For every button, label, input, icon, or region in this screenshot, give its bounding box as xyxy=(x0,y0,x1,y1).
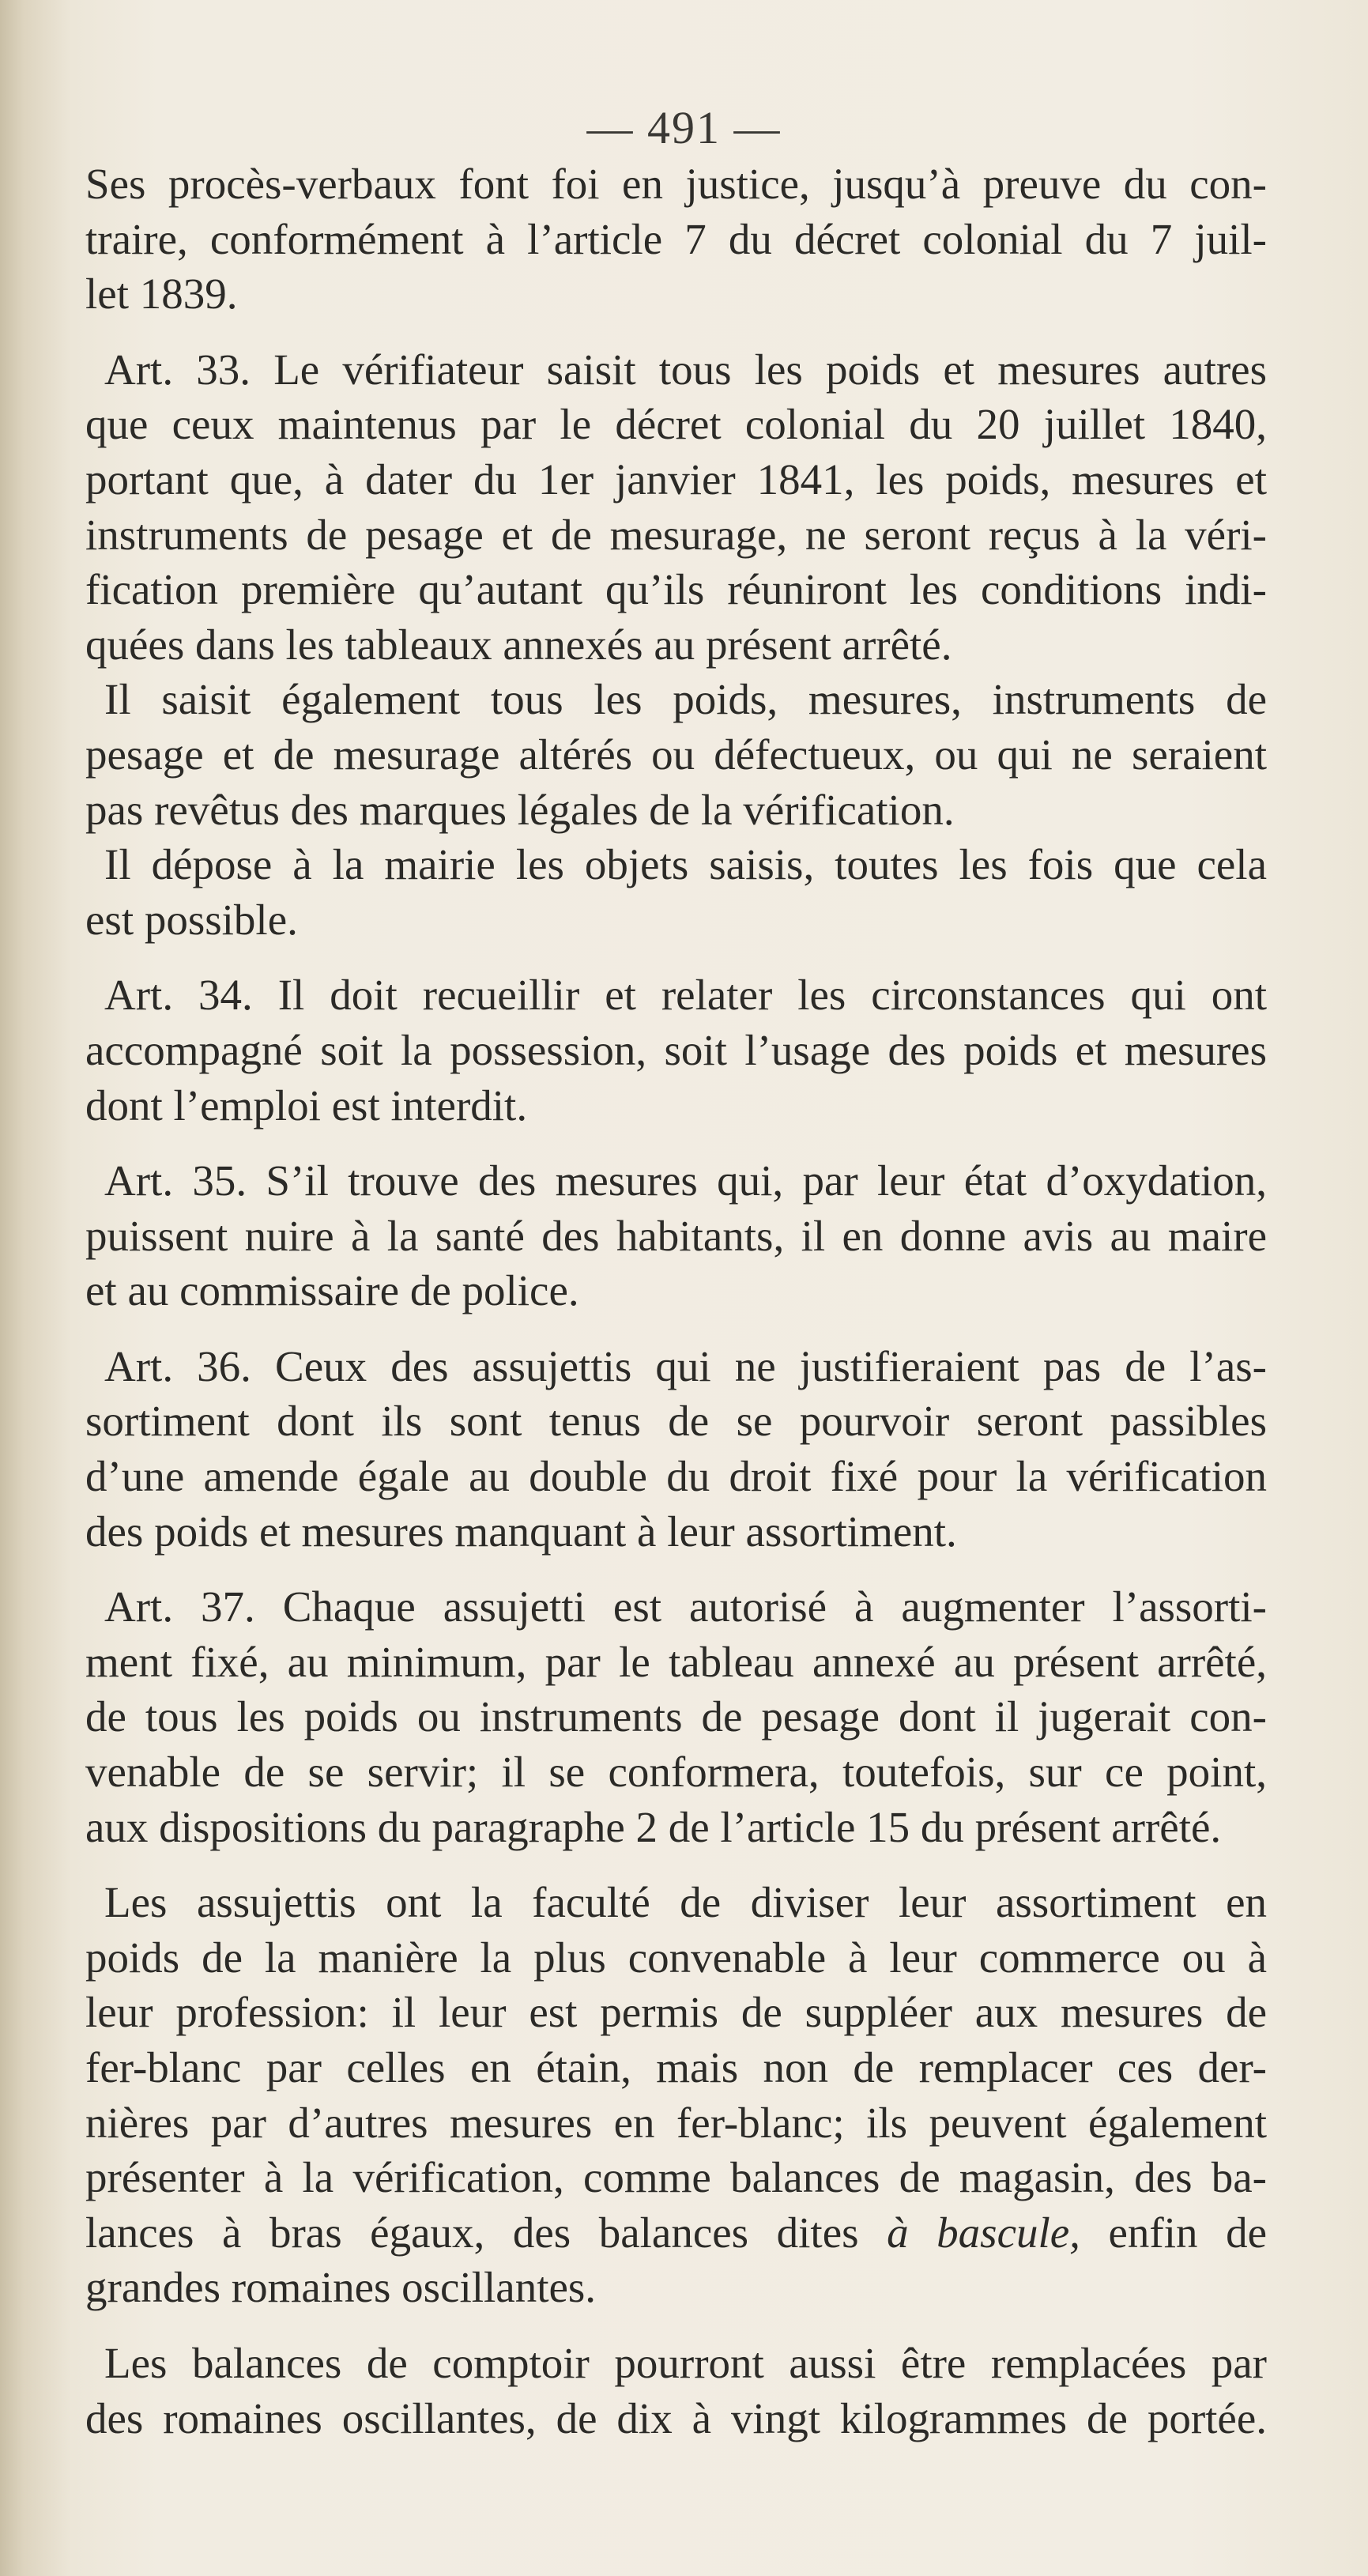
text-line: Ses procès-verbaux font foi en justice, jusqu’à preuve du con- xyxy=(85,160,1267,208)
text-line: Art. 36. Ceux des assujettis qui ne justifieraient pas de l’as- xyxy=(104,1341,1267,1390)
text-line: puissent nuire à la santé des habitants, il en donne avis au maire xyxy=(85,1211,1267,1260)
text-line: des romaines oscillantes, de dix à vingt kilogrammes de portée. xyxy=(85,2393,1267,2442)
text-line: Art. 37. Chaque assujetti est autorisé à augmenter l’assorti- xyxy=(104,1582,1267,1631)
paragraph-art-33-b xyxy=(85,672,1267,837)
body-text xyxy=(85,157,1267,2446)
text-line: nières par d’autres mesures en fer-blanc; ils peuvent également xyxy=(85,2098,1267,2147)
text-line: grandes romaines oscillantes. xyxy=(85,2263,597,2312)
text-line: quées dans les tableaux annexés au présent arrêté. xyxy=(85,620,952,669)
paragraph-art-37-b xyxy=(85,1875,1267,2315)
paragraph-art-37-c xyxy=(85,2336,1267,2446)
text-line: Les balances de comptoir pourront aussi être remplacées par xyxy=(104,2338,1267,2387)
italic-term: à bascule, xyxy=(887,2208,1080,2257)
text-line: des poids et mesures manquant à leur assortiment. xyxy=(85,1507,957,1556)
text-line: d’une amende égale au double du droit fixé pour la vérification xyxy=(85,1452,1267,1501)
text-line: let 1839. xyxy=(85,270,238,319)
text-line: est possible. xyxy=(85,895,298,944)
text-line: Art. 33. Le vérifiateur saisit tous les poids et mesures autres xyxy=(104,345,1267,394)
text-line: poids de la manière la plus convenable à leur commerce ou à xyxy=(85,1933,1267,1982)
text-line: instruments de pesage et de mesurage, ne seront reçus à la véri- xyxy=(85,510,1267,559)
paragraph-art-33-c xyxy=(85,837,1267,947)
text-line: ment fixé, au minimum, par le tableau annexé au présent arrêté, xyxy=(85,1637,1267,1686)
text-line: aux dispositions du paragraphe 2 de l’article 15 du présent arrêté. xyxy=(85,1802,1222,1851)
paragraph-intro xyxy=(85,157,1267,322)
text-line: de tous les poids ou instruments de pesage dont il jugerait con- xyxy=(85,1692,1267,1741)
text-line-mixed xyxy=(85,2205,1267,2261)
text-line: pesage et de mesurage altérés ou défectueux, ou qui ne seraient xyxy=(85,730,1267,779)
text-line: Les assujettis ont la faculté de diviser leur assortiment en xyxy=(104,1878,1267,1927)
text-segment: lances à bras égaux, des balances dites xyxy=(85,2208,888,2257)
text-line: fication première qu’autant qu’ils réuniront les conditions indi- xyxy=(85,565,1267,614)
text-segment: enfin de xyxy=(1080,2208,1268,2257)
paragraph-art-36 xyxy=(85,1339,1267,1559)
text-line: Il dépose à la mairie les objets saisis, toutes les fois que cela xyxy=(104,840,1267,889)
text-line: venable de se servir; il se conformera, toutefois, sur ce point, xyxy=(85,1748,1267,1797)
text-line: fer-blanc par celles en étain, mais non de remplacer ces der- xyxy=(85,2043,1267,2091)
paragraph-art-33 xyxy=(85,342,1267,673)
paragraph-art-34 xyxy=(85,967,1267,1133)
text-line: pas revêtus des marques légales de la vérification. xyxy=(85,785,955,834)
text-line: Art. 35. S’il trouve des mesures qui, par leur état d’oxydation, xyxy=(104,1156,1267,1205)
text-line: leur profession: il leur est permis de suppléer aux mesures de xyxy=(85,1988,1267,2037)
text-line: sortiment dont ils sont tenus de se pourvoir seront passibles xyxy=(85,1397,1267,1446)
text-line: Il saisit également tous les poids, mesures, instruments de xyxy=(104,675,1267,724)
text-line: accompagné soit la possession, soit l’usage des poids et mesures xyxy=(85,1025,1267,1074)
paragraph-art-35 xyxy=(85,1153,1267,1318)
page-number: — 491 — xyxy=(586,102,782,153)
text-line: traire, conformément à l’article 7 du décret colonial du 7 juil- xyxy=(85,214,1267,263)
paragraph-art-37 xyxy=(85,1579,1267,1854)
text-line: présenter à la vérification, comme balances de magasin, des ba- xyxy=(85,2153,1267,2202)
text-line: et au commissaire de police. xyxy=(85,1266,579,1315)
text-line: Art. 34. Il doit recueillir et relater les circonstances qui ont xyxy=(104,971,1267,1020)
text-line: que ceux maintenus par le décret colonial du 20 juillet 1840, xyxy=(85,400,1267,449)
text-line: portant que, à dater du 1er janvier 1841, les poids, mesures et xyxy=(85,454,1267,504)
text-line: dont l’emploi est interdit. xyxy=(85,1081,528,1130)
